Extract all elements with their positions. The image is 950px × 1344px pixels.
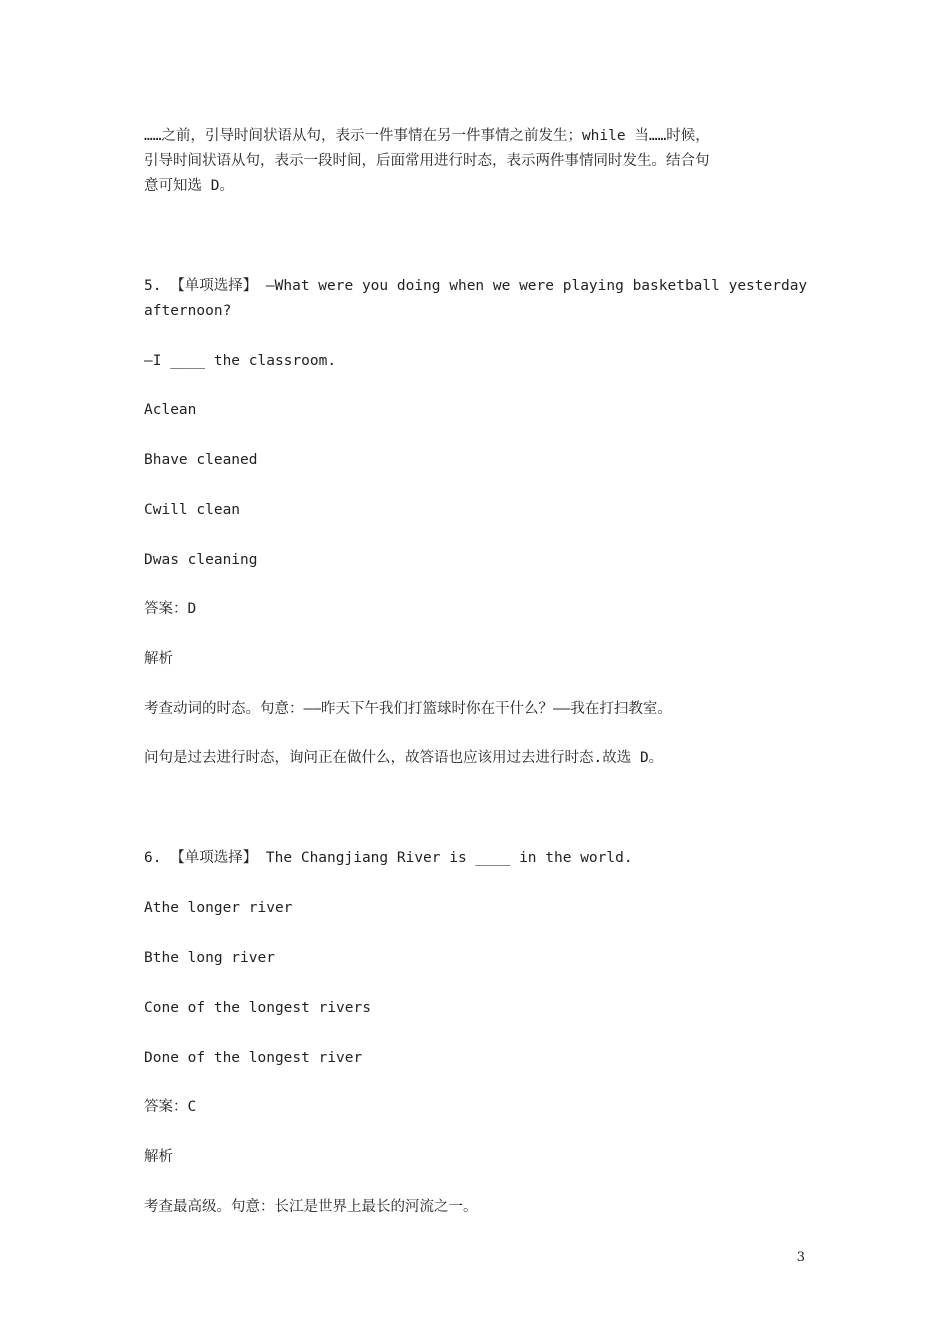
question5-stem-line-3: —I ____ the classroom.	[144, 353, 337, 369]
question6-analysis-line-1: 考查最高级。句意：长江是世界上最长的河流之一。	[144, 1199, 478, 1215]
question6-option-a: Athe longer river	[144, 900, 293, 916]
question5-answer: 答案：D	[144, 601, 197, 617]
intro-explanation-line-3: 意可知选 D。	[144, 178, 234, 194]
question5-analysis-line-2: 问句是过去进行时态，询问正在做什么，故答语也应该用过去进行时态.故选 D。	[144, 750, 664, 766]
question5-option-c: Cwill clean	[144, 502, 241, 518]
question6-option-b: Bthe long river	[144, 950, 275, 966]
page-number: 3	[796, 1250, 805, 1265]
question6-stem-line-1: 6. 【单项选择】 The Changjiang River is ____ in the world.	[144, 850, 633, 866]
question5-analysis-line-1: 考查动词的时态。句意：——昨天下午我们打篮球时你在干什么？——我在打扫教室。	[144, 701, 672, 717]
intro-explanation-line-2: 引导时间状语从句，表示一段时间，后面常用进行时态，表示两件事情同时发生。结合句	[144, 153, 710, 169]
question5-option-a: Aclean	[144, 402, 197, 418]
question6-analysis-heading: 解析	[144, 1149, 173, 1165]
question6-option-c: Cone of the longest rivers	[144, 1000, 371, 1016]
question6-answer: 答案：C	[144, 1099, 197, 1115]
question5-stem-line-1: 5. 【单项选择】 —What were you doing when we were playing basketball yesterday	[144, 278, 808, 294]
question5-option-d: Dwas cleaning	[144, 552, 258, 568]
question5-stem-line-2: afternoon?	[144, 303, 232, 319]
question5-analysis-heading: 解析	[144, 651, 173, 667]
question5-option-b: Bhave cleaned	[144, 452, 258, 468]
question6-option-d: Done of the longest river	[144, 1050, 363, 1066]
intro-explanation-line-1: ……之前，引导时间状语从句，表示一件事情在另一件事情之前发生；while 当……时候，	[144, 128, 710, 144]
